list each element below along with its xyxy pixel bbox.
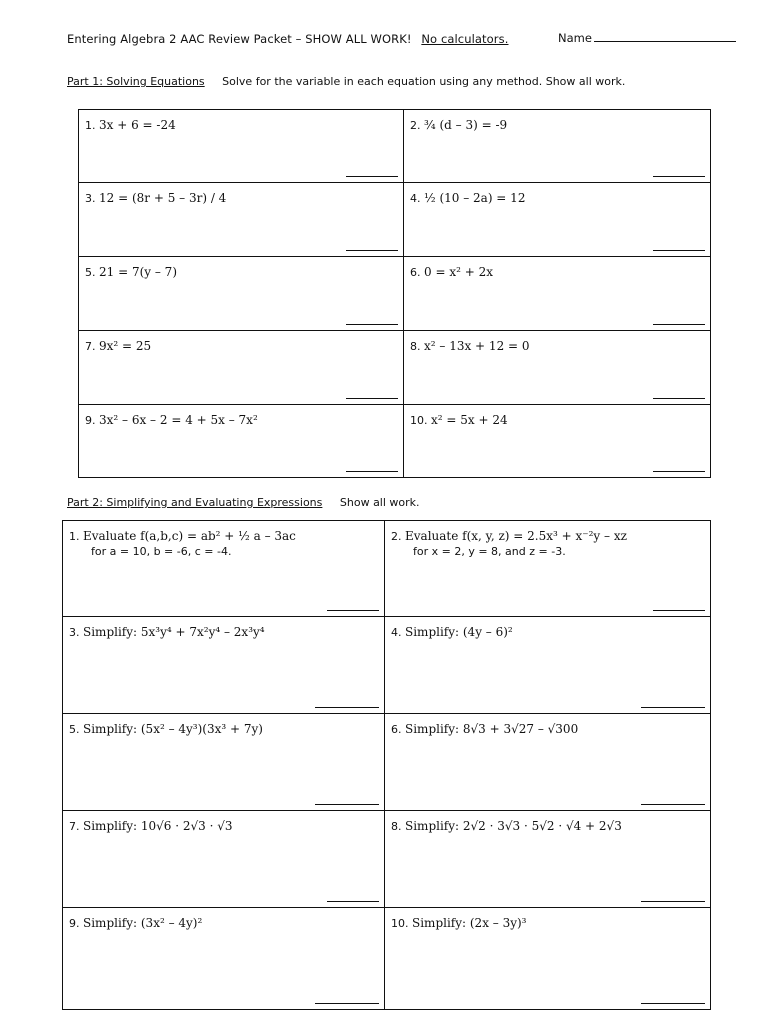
answer-line[interactable] — [641, 803, 705, 805]
part1-problem — [79, 183, 404, 257]
answer-line[interactable] — [327, 900, 379, 902]
problem-text: Simplify: 8√3 + 3√27 – √300 — [405, 722, 579, 736]
answer-line[interactable] — [315, 1002, 379, 1004]
problem-text: 3x² – 6x – 2 = 4 + 5x – 7x² — [99, 413, 258, 427]
problem-number: 5. — [85, 266, 96, 279]
part2-heading — [67, 496, 420, 509]
part1-instructions: Solve for the variable in each equation using any method. Show all work. — [222, 75, 626, 88]
part2-problem — [63, 521, 385, 617]
answer-line[interactable] — [653, 323, 705, 325]
name-label: Name — [558, 31, 592, 45]
part1-problem — [79, 110, 404, 183]
problem-text: 21 = 7(y – 7) — [99, 265, 177, 279]
part1-table — [78, 109, 711, 478]
problem-text: 0 = x² + 2x — [424, 265, 493, 279]
problem-number: 6. — [391, 723, 402, 736]
part1-problem — [404, 405, 711, 478]
part1-problem — [404, 257, 711, 331]
problem-text: 3x + 6 = -24 — [99, 118, 176, 132]
part1-problem — [404, 110, 711, 183]
part1-problem — [404, 331, 711, 405]
part2-problem — [63, 811, 385, 908]
answer-line[interactable] — [346, 249, 398, 251]
part2-problem — [63, 617, 385, 714]
problem-number: 7. — [69, 820, 80, 833]
part2-problem — [385, 617, 711, 714]
answer-line[interactable] — [346, 175, 398, 177]
part2-label: Part 2: Simplifying and Evaluating Expressions — [67, 496, 323, 509]
answer-line[interactable] — [653, 249, 705, 251]
problem-number: 5. — [69, 723, 80, 736]
problem-text: 9x² = 25 — [99, 339, 152, 353]
part2-problem — [385, 908, 711, 1010]
answer-line[interactable] — [315, 706, 379, 708]
part1-heading — [67, 75, 625, 88]
part1-label: Part 1: Solving Equations — [67, 75, 205, 88]
problem-text: Simplify: 2√2 · 3√3 · 5√2 · √4 + 2√3 — [405, 819, 622, 833]
problem-number: 4. — [410, 192, 421, 205]
part2-problem — [63, 908, 385, 1010]
problem-number: 7. — [85, 340, 96, 353]
answer-line[interactable] — [653, 397, 705, 399]
problem-number: 8. — [391, 820, 402, 833]
part2-problem — [385, 714, 711, 811]
part2-table — [62, 520, 711, 1010]
answer-line[interactable] — [315, 803, 379, 805]
worksheet-title: Entering Algebra 2 AAC Review Packet – SHOW ALL WORK! — [67, 32, 412, 46]
answer-line[interactable] — [346, 323, 398, 325]
part1-problem — [79, 331, 404, 405]
problem-number: 10. — [410, 414, 428, 427]
answer-line[interactable] — [346, 397, 398, 399]
problem-number: 1. — [69, 530, 80, 543]
answer-line[interactable] — [653, 470, 705, 472]
problem-number: 2. — [410, 119, 421, 132]
problem-text: 12 = (8r + 5 – 3r) / 4 — [99, 191, 227, 205]
answer-line[interactable] — [641, 900, 705, 902]
answer-line[interactable] — [653, 175, 705, 177]
problem-number: 6. — [410, 266, 421, 279]
part1-problem — [404, 183, 711, 257]
problem-number: 9. — [85, 414, 96, 427]
problem-number: 3. — [85, 192, 96, 205]
problem-number: 1. — [85, 119, 96, 132]
problem-condition: for x = 2, y = 8, and z = -3. — [413, 545, 566, 558]
part2-problem — [63, 714, 385, 811]
problem-text: Evaluate f(a,b,c) = ab² + ½ a – 3ac — [83, 529, 296, 543]
problem-text: Simplify: (3x² – 4y)² — [83, 916, 203, 930]
problem-number: 2. — [391, 530, 402, 543]
answer-line[interactable] — [346, 470, 398, 472]
problem-condition: for a = 10, b = -6, c = -4. — [91, 545, 232, 558]
problem-number: 9. — [69, 917, 80, 930]
name-field[interactable] — [558, 30, 736, 45]
problem-text: Simplify: 5x³y⁴ + 7x²y⁴ – 2x³y⁴ — [83, 625, 265, 639]
answer-line[interactable] — [327, 609, 379, 611]
problem-number: 4. — [391, 626, 402, 639]
worksheet-header — [67, 32, 508, 46]
problem-text: Simplify: (4y – 6)² — [405, 625, 513, 639]
problem-text: ½ (10 – 2a) = 12 — [424, 191, 526, 205]
problem-text: Simplify: (5x² – 4y³)(3x³ + 7y) — [83, 722, 263, 736]
problem-number: 10. — [391, 917, 409, 930]
answer-line[interactable] — [641, 706, 705, 708]
problem-text: ¾ (d – 3) = -9 — [424, 118, 508, 132]
problem-text: x² – 13x + 12 = 0 — [424, 339, 530, 353]
problem-text: Simplify: (2x – 3y)³ — [412, 916, 527, 930]
part2-instructions: Show all work. — [339, 496, 420, 509]
part1-problem — [79, 257, 404, 331]
problem-text: Evaluate f(x, y, z) = 2.5x³ + x⁻²y – xz — [405, 529, 627, 543]
answer-line[interactable] — [653, 609, 705, 611]
answer-line[interactable] — [641, 1002, 705, 1004]
part2-problem — [385, 521, 711, 617]
no-calculators-note: No calculators. — [421, 32, 509, 46]
problem-number: 3. — [69, 626, 80, 639]
name-line[interactable] — [594, 30, 736, 42]
part2-problem — [385, 811, 711, 908]
part1-problem — [79, 405, 404, 478]
problem-text: Simplify: 10√6 · 2√3 · √3 — [83, 819, 233, 833]
problem-text: x² = 5x + 24 — [431, 413, 508, 427]
problem-number: 8. — [410, 340, 421, 353]
